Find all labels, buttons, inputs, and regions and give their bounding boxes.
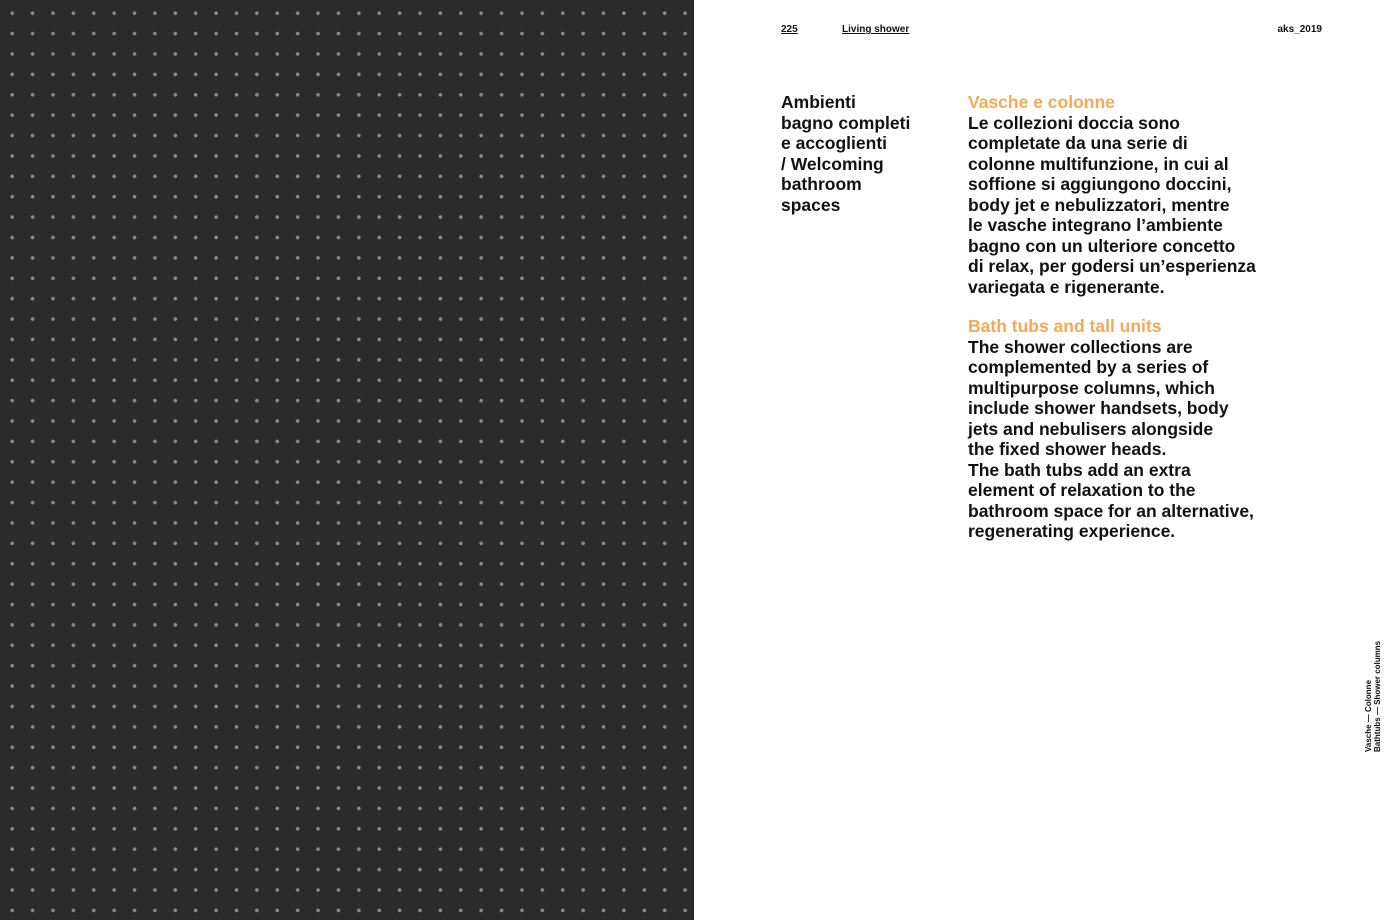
section-title: Living shower — [842, 24, 910, 35]
english-body: The shower collections are complemented by a series of multipurpose columns, which include shower handsets, body jets and nebulisers alongside the fixed shower heads. The bath tubs add an extra element of relaxation to the bathroom space for an alternative, regenerating experience. — [968, 336, 1254, 541]
intro-heading: Ambienti bagno completi e accoglienti / Welcoming bathroom spaces — [781, 92, 911, 215]
side-section-label — [1364, 641, 1382, 752]
english-title: Bath tubs and tall units — [968, 316, 1162, 336]
text-page — [694, 0, 1388, 920]
italian-body: Le collezioni doccia sono completate da una serie di colonne multifunzione, in cui al soffione si aggiungono doccini, body jet e nebulizzatori, mentre le vasche integrano l’ambiente bagno con un ulteriore concetto di relax, per godersi un’esperienza variegata e rigenerante. — [968, 112, 1256, 297]
side-label-line-2: Bathtubs — Shower columns — [1373, 640, 1382, 752]
page-number: 225 — [781, 24, 798, 35]
italian-title: Vasche e colonne — [968, 92, 1115, 112]
english-section — [968, 316, 1308, 542]
side-label-line-1: Vasche — Colonne — [1364, 679, 1373, 752]
brand-year: aks_2019 — [1277, 24, 1322, 35]
italian-section — [968, 92, 1308, 297]
